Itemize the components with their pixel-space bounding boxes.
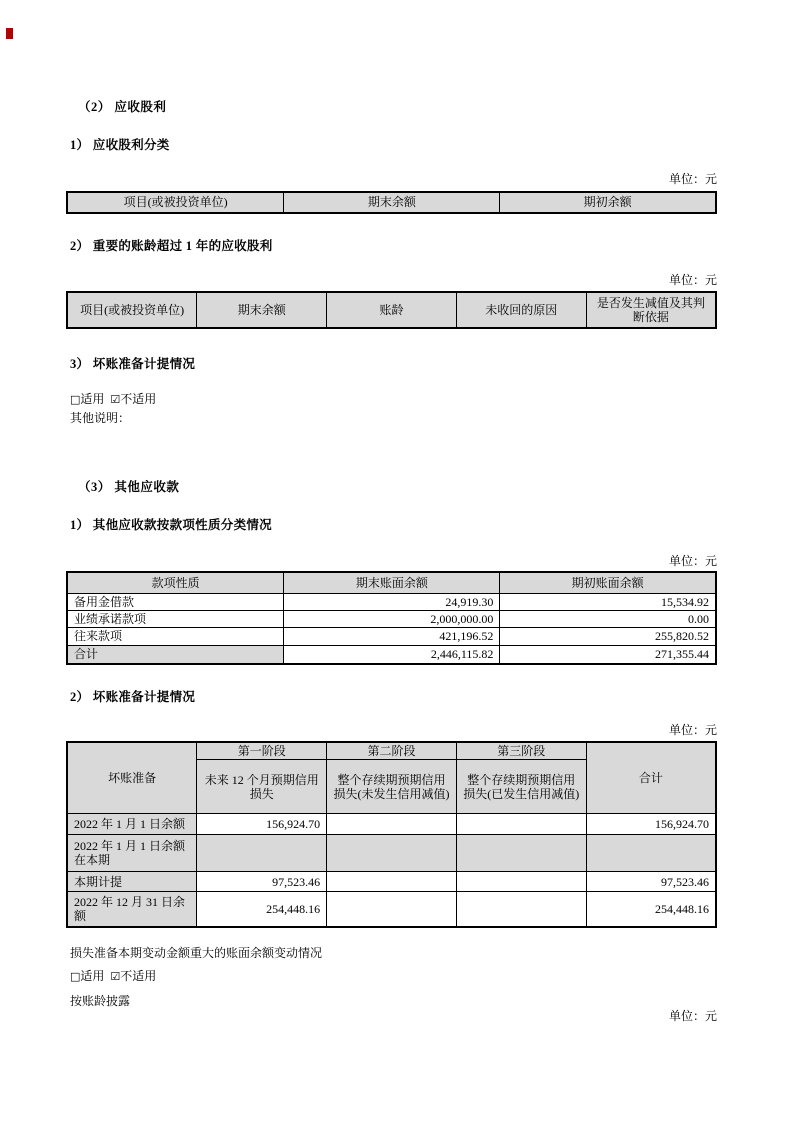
subsection-title-bad-debt-provision-other: 2） 坏账准备计提情况 xyxy=(70,690,196,704)
column-header: 期末账面余额 xyxy=(284,572,500,593)
total-column-header: 合计 xyxy=(586,742,716,814)
applicability-line xyxy=(70,390,156,407)
stage2-value xyxy=(327,814,457,835)
subsection-title-aged-dividends: 2） 重要的账龄超过 1 年的应收股利 xyxy=(70,239,273,253)
row-label: 2022 年 1 月 1 日余额在本期 xyxy=(67,835,197,872)
stage3-value xyxy=(456,835,586,872)
closing-balance-value: 24,919.30 xyxy=(284,593,500,610)
stage2-description: 整个存续期预期信用损失(未发生信用减值) xyxy=(327,760,457,814)
stage2-value xyxy=(327,892,457,927)
applicable-label: 适用 xyxy=(80,969,105,983)
stage1-description: 未来 12 个月预期信用损失 xyxy=(197,760,327,814)
aged-dividends-table xyxy=(66,291,717,329)
unit-label: 单位：元 xyxy=(668,172,717,186)
total-value: 97,523.46 xyxy=(586,872,716,892)
corner-header: 坏账准备 xyxy=(67,742,197,814)
section-title-other-receivables: （3） 其他应收款 xyxy=(78,480,180,494)
stage3-header: 第三阶段 xyxy=(456,742,586,760)
table-row xyxy=(67,872,716,892)
other-receivables-nature-table xyxy=(66,571,717,665)
stage1-value: 156,924.70 xyxy=(197,814,327,835)
stage1-value xyxy=(197,835,327,872)
closing-balance-total: 2,446,115.82 xyxy=(284,645,500,664)
other-note-label: 其他说明： xyxy=(70,411,131,425)
table-row xyxy=(67,814,716,835)
closing-balance-value: 421,196.52 xyxy=(284,628,500,645)
column-header: 期初余额 xyxy=(500,192,716,213)
stage2-value xyxy=(327,835,457,872)
row-label: 往来款项 xyxy=(67,628,284,645)
column-header: 期末余额 xyxy=(284,192,500,213)
total-row xyxy=(67,645,716,664)
stage3-description: 整个存续期预期信用损失(已发生信用减值) xyxy=(456,760,586,814)
row-label: 本期计提 xyxy=(67,872,197,892)
unit-label: 单位：元 xyxy=(668,723,717,737)
opening-balance-total: 271,355.44 xyxy=(500,645,716,664)
row-label: 备用金借款 xyxy=(67,593,284,610)
column-header: 未收回的原因 xyxy=(456,292,586,328)
total-value xyxy=(586,835,716,872)
total-value: 156,924.70 xyxy=(586,814,716,835)
checkbox-checked-icon: ☑ xyxy=(110,393,121,406)
table-row xyxy=(67,593,716,610)
applicable-label: 适用 xyxy=(80,392,105,406)
stage2-header: 第二阶段 xyxy=(327,742,457,760)
row-label: 2022 年 12 月 31 日余额 xyxy=(67,892,197,927)
dividend-classification-table xyxy=(66,191,717,214)
opening-balance-value: 0.00 xyxy=(500,610,716,627)
section-title-dividends-receivable: （2） 应收股利 xyxy=(78,100,167,114)
row-label: 业绩承诺款项 xyxy=(67,610,284,627)
stage1-value: 97,523.46 xyxy=(197,872,327,892)
column-header: 期末余额 xyxy=(197,292,327,328)
stage3-value xyxy=(456,814,586,835)
opening-balance-value: 15,534.92 xyxy=(500,593,716,610)
column-header: 账龄 xyxy=(327,292,457,328)
table-row xyxy=(67,610,716,627)
subsection-title-bad-debt-provision: 3） 坏账准备计提情况 xyxy=(70,357,196,371)
total-value: 254,448.16 xyxy=(586,892,716,927)
total-label: 合计 xyxy=(67,645,284,664)
column-header: 项目(或被投资单位) xyxy=(67,292,197,328)
unit-label: 单位：元 xyxy=(668,554,717,568)
row-label: 2022 年 1 月 1 日余额 xyxy=(67,814,197,835)
stage3-value xyxy=(456,872,586,892)
column-header: 项目(或被投资单位) xyxy=(67,192,284,213)
unit-label: 单位：元 xyxy=(668,273,717,287)
stage3-value xyxy=(456,892,586,927)
table-row xyxy=(67,892,716,927)
column-header: 是否发生减值及其判断依据 xyxy=(586,292,716,328)
unit-label: 单位：元 xyxy=(668,1009,717,1023)
table-row xyxy=(67,835,716,872)
not-applicable-label: 不适用 xyxy=(120,969,157,983)
not-applicable-label: 不适用 xyxy=(120,392,157,406)
checkbox-unchecked-icon: □ xyxy=(70,393,81,406)
stage1-value: 254,448.16 xyxy=(197,892,327,927)
stage2-value xyxy=(327,872,457,892)
opening-balance-value: 255,820.52 xyxy=(500,628,716,645)
corner-mark xyxy=(6,28,13,39)
closing-balance-value: 2,000,000.00 xyxy=(284,610,500,627)
checkbox-checked-icon: ☑ xyxy=(110,970,121,983)
applicability-line xyxy=(70,967,156,984)
column-header: 款项性质 xyxy=(67,572,284,593)
stage1-header: 第一阶段 xyxy=(197,742,327,760)
bad-debt-stages-table xyxy=(66,741,717,928)
subsection-title-other-receivables-by-nature: 1） 其他应收款按款项性质分类情况 xyxy=(70,518,272,532)
aging-disclosure-label: 按账龄披露 xyxy=(70,994,131,1008)
loss-provision-change-note: 损失准备本期变动金额重大的账面余额变动情况 xyxy=(70,946,323,960)
table-row xyxy=(67,628,716,645)
checkbox-unchecked-icon: □ xyxy=(70,970,81,983)
subsection-title-dividend-classification: 1） 应收股利分类 xyxy=(70,138,170,152)
column-header: 期初账面余额 xyxy=(500,572,716,593)
